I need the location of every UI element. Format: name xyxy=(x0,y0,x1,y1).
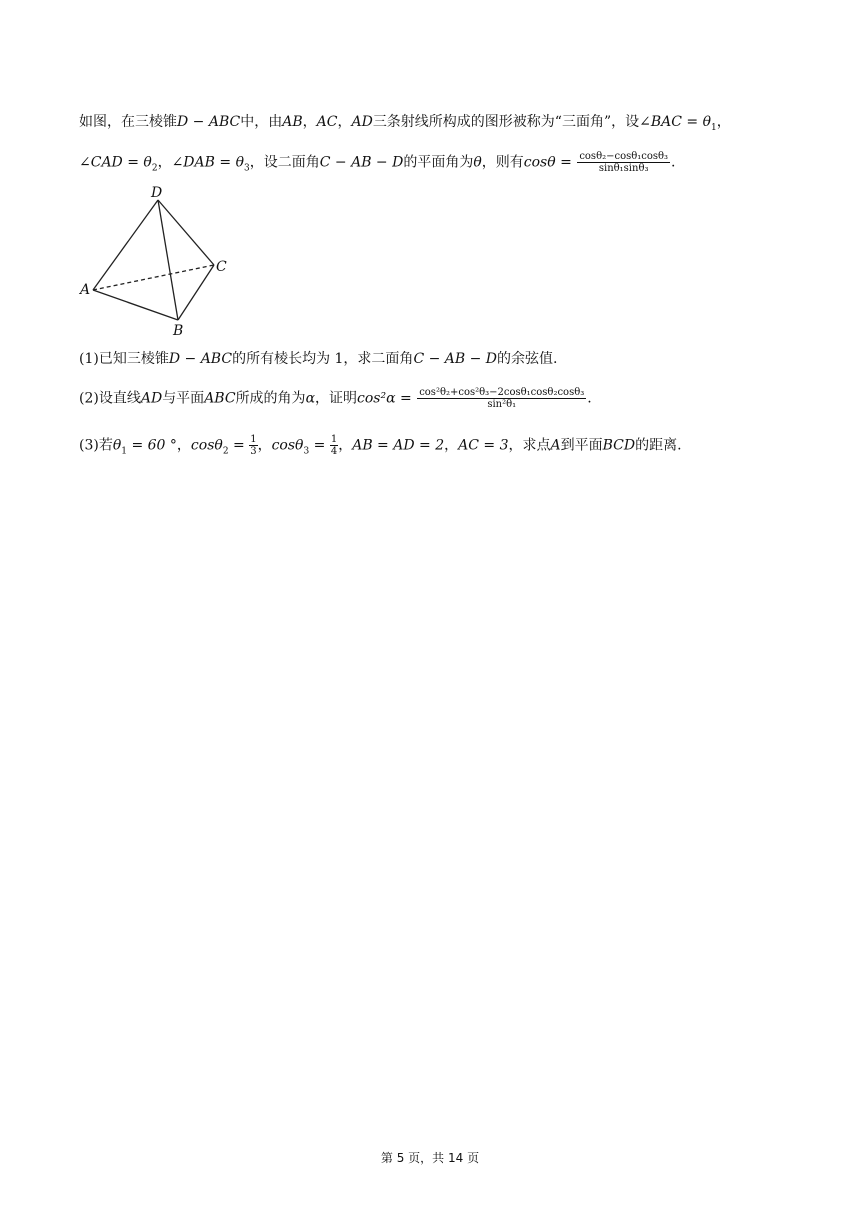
subscript: 3 xyxy=(303,446,310,457)
fraction-denominator: 4 xyxy=(330,446,338,457)
math: α xyxy=(305,390,316,407)
text: 的所有棱长均为 1，求二面角 xyxy=(232,351,414,367)
edge-bc xyxy=(178,265,214,320)
edge-dc xyxy=(158,200,214,265)
subscript: 2 xyxy=(222,446,229,457)
edge-db xyxy=(158,200,178,320)
text: 的余弦值. xyxy=(497,351,558,367)
text: 到平面 xyxy=(560,437,603,454)
cos-alpha-fraction xyxy=(417,387,586,410)
text: ， xyxy=(716,114,731,130)
math: = 60 ° xyxy=(127,437,177,454)
vertex-label-b: B xyxy=(173,323,184,339)
text: 中，由 xyxy=(240,114,283,130)
period: . xyxy=(671,154,676,171)
cos-theta-fraction xyxy=(577,151,670,174)
fraction-denominator: 3 xyxy=(250,446,257,457)
edge-ac-hidden xyxy=(93,265,214,290)
text: ， xyxy=(444,437,459,454)
text: 如图，在三棱锥 xyxy=(79,114,177,130)
vertex-label-a: A xyxy=(80,282,91,298)
math: cosθ xyxy=(190,437,223,454)
math: BCD xyxy=(602,437,636,454)
text: (3)若 xyxy=(79,437,113,454)
text: 与平面 xyxy=(162,390,205,407)
math: AC = 3 xyxy=(458,437,509,454)
fraction-numerator: 1 xyxy=(250,434,257,445)
fraction-numerator: cosθ₂−cosθ₁cosθ₃ xyxy=(579,151,669,162)
intro-line-2 xyxy=(79,151,676,178)
vertex-label-d: D xyxy=(151,185,163,201)
math: ∠DAB = θ xyxy=(171,154,244,171)
math: = xyxy=(228,437,245,454)
intro-line-1 xyxy=(79,112,731,138)
math: θ xyxy=(473,154,482,171)
question-2 xyxy=(79,387,592,410)
subscript: 1 xyxy=(711,122,717,133)
math: AB = AD = 2 xyxy=(352,437,445,454)
text: ，求点 xyxy=(508,437,551,454)
math: θ xyxy=(112,437,122,454)
edge-ab xyxy=(93,290,178,320)
math: ∠BAC = θ xyxy=(639,114,712,130)
math: AB xyxy=(282,114,303,130)
text: ， xyxy=(338,437,353,454)
math: D − ABC xyxy=(177,114,241,130)
vertex-label-c: C xyxy=(216,259,227,275)
math: cos²α = xyxy=(357,390,412,407)
math: AC xyxy=(316,114,338,130)
fraction-one-third xyxy=(249,434,257,457)
question-3 xyxy=(79,434,682,461)
page-footer: 第 5 页，共 14 页 xyxy=(380,1151,480,1165)
text: ， xyxy=(257,437,272,454)
fraction-numerator: 1 xyxy=(330,434,338,445)
text: ，设二面角 xyxy=(249,154,320,171)
fraction-denominator: sinθ₁sinθ₃ xyxy=(598,163,649,174)
text: ， xyxy=(302,114,317,130)
text: ， xyxy=(157,154,172,171)
math: ∠CAD = θ xyxy=(79,154,152,171)
fraction-numerator: cos²θ₂+cos²θ₃−2cosθ₁cosθ₂cosθ₃ xyxy=(419,387,585,398)
fraction-one-quarter xyxy=(330,434,338,457)
text: ， xyxy=(337,114,352,130)
question-1 xyxy=(79,349,558,369)
math: C − AB − D xyxy=(413,351,498,367)
text: ，则有 xyxy=(481,154,524,171)
text: 的平面角为 xyxy=(403,154,474,171)
text: ，证明 xyxy=(315,390,358,407)
text: (2)设直线 xyxy=(79,390,141,407)
fraction-denominator: sin²θ₁ xyxy=(487,399,517,410)
text: ， xyxy=(176,437,191,454)
text: (1)已知三棱锥 xyxy=(79,351,169,367)
edge-da xyxy=(93,200,158,290)
subscript: 2 xyxy=(151,163,158,174)
math: A xyxy=(550,437,561,454)
tetrahedron-figure xyxy=(76,183,236,339)
period: . xyxy=(587,390,592,407)
text: 的距离. xyxy=(635,437,682,454)
subscript: 3 xyxy=(244,163,250,174)
math: cosθ xyxy=(271,437,304,454)
math: AD xyxy=(140,390,163,407)
math: ABC xyxy=(204,390,236,407)
subscript: 1 xyxy=(121,446,128,457)
text: 所成的角为 xyxy=(235,390,306,407)
math: D − ABC xyxy=(168,351,233,367)
math: cosθ = xyxy=(523,154,572,171)
text: 三条射线所构成的图形被称为“三面角”，设 xyxy=(372,114,640,130)
math: C − AB − D xyxy=(319,154,404,171)
math: = xyxy=(309,437,326,454)
math: AD xyxy=(351,114,373,130)
